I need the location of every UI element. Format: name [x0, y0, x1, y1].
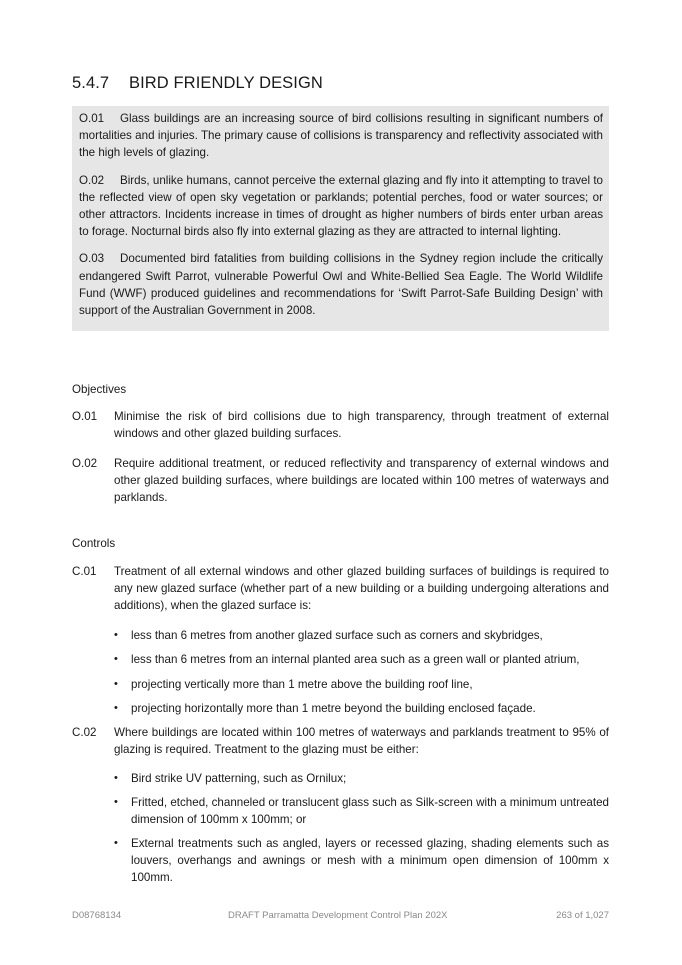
footer-page-number: 263 of 1,027	[556, 910, 609, 921]
bullet-dot-icon: •	[114, 629, 118, 641]
intro-text: Glass buildings are an increasing source of bird collisions resulting in significant numbers of mortalities and injuries. The primary cause of collisions is transparency and reflectivity associated with the high levels of glazing.	[79, 112, 603, 160]
bullet-dot-icon: •	[114, 653, 118, 665]
bullet-text: Bird strike UV patterning, such as Ornilux;	[131, 772, 347, 785]
bullet-text: projecting vertically more than 1 metre above the building roof line,	[131, 678, 473, 691]
section-heading	[72, 74, 323, 93]
bullet-dot-icon: •	[114, 702, 118, 714]
bullet-text: less than 6 metres from another glazed surface such as corners and skybridges,	[131, 629, 543, 642]
intro-paragraph	[79, 172, 603, 241]
intro-paragraph	[79, 250, 603, 319]
intro-code: O.01	[79, 112, 105, 125]
control-text: Where buildings are located within 100 metres of waterways and parklands treatment to 95% of glazing is required. Treatment to the glazing must be either:	[114, 726, 609, 757]
bullet-text: less than 6 metres from an internal planted area such as a green wall or planted atrium,	[131, 653, 580, 666]
objective-text: Require additional treatment, or reduced reflectivity and transparency of external windows and other glazed building surfaces, where buildings are located within 100 metres of waterways and parklands.	[114, 457, 609, 505]
bullet-item	[114, 770, 609, 787]
footer-doc-title: DRAFT Parramatta Development Control Plan 202X	[228, 910, 448, 921]
bullet-item	[114, 676, 609, 693]
bullet-dot-icon: •	[114, 772, 118, 784]
section-number: 5.4.7	[72, 74, 110, 92]
bullet-item	[114, 835, 609, 887]
control-code: C.02	[72, 726, 97, 739]
bullet-item	[114, 651, 609, 668]
control-text: Treatment of all external windows and other glazed building surfaces of buildings is required to any new glazed surface (whether part of a new building or a building undergoing alterations and additions), when the glazed surface is:	[114, 565, 609, 613]
control-item	[72, 563, 609, 615]
footer-doc-id: D08768134	[72, 910, 122, 921]
bullet-text: External treatments such as angled, layers or recessed glazing, shading elements such as louvers, overhangs and awnings or mesh with a minimum open dimension of 100mm x 100mm.	[131, 837, 609, 885]
bullet-item	[114, 794, 609, 828]
intro-code: O.03	[79, 252, 105, 266]
intro-box	[72, 106, 609, 331]
objective-item	[72, 455, 609, 507]
bullet-item	[114, 627, 609, 644]
intro-text: Documented bird fatalities from building collisions in the Sydney region include the critically endangered Swift Parrot, vulnerable Powerful Owl and White-Bellied Sea Eagle. The World Wildlife Fund (WWF) produced guidelines and recommendations for ‘Swift Parrot-Safe Building Design’ with support of the Australian Government in 2008.	[79, 252, 603, 318]
objective-text: Minimise the risk of bird collisions due to high transparency, through treatment of external windows and other glazed building surfaces.	[114, 410, 609, 441]
intro-code: O.02	[79, 173, 105, 187]
objective-item	[72, 408, 609, 442]
intro-paragraph	[79, 110, 603, 162]
bullet-item	[114, 700, 609, 717]
controls-heading: Controls	[72, 537, 116, 550]
control-code: C.01	[72, 565, 97, 578]
section-title: BIRD FRIENDLY DESIGN	[129, 74, 323, 92]
bullet-text: projecting horizontally more than 1 metre beyond the building enclosed façade.	[131, 702, 536, 715]
bullet-text: Fritted, etched, channeled or translucent glass such as Silk-screen with a minimum untreated dimension of 100mm x 100mm; or	[131, 796, 609, 827]
bullet-dot-icon: •	[114, 678, 118, 690]
objective-code: O.01	[72, 410, 98, 423]
intro-text: Birds, unlike humans, cannot perceive the external glazing and fly into it attempting to travel to the reflected view of open sky vegetation or parklands; potential perches, food or water sources; or other attractors. Incidents increase in times of drought as higher numbers of birds enter urban areas to forage. Nocturnal birds also fly into external glazing as they are attracted to internal lighting.	[79, 173, 603, 239]
control-item	[72, 724, 609, 758]
bullet-dot-icon: •	[114, 796, 118, 808]
objectives-heading: Objectives	[72, 383, 127, 396]
bullet-dot-icon: •	[114, 837, 118, 849]
objective-code: O.02	[72, 457, 98, 470]
